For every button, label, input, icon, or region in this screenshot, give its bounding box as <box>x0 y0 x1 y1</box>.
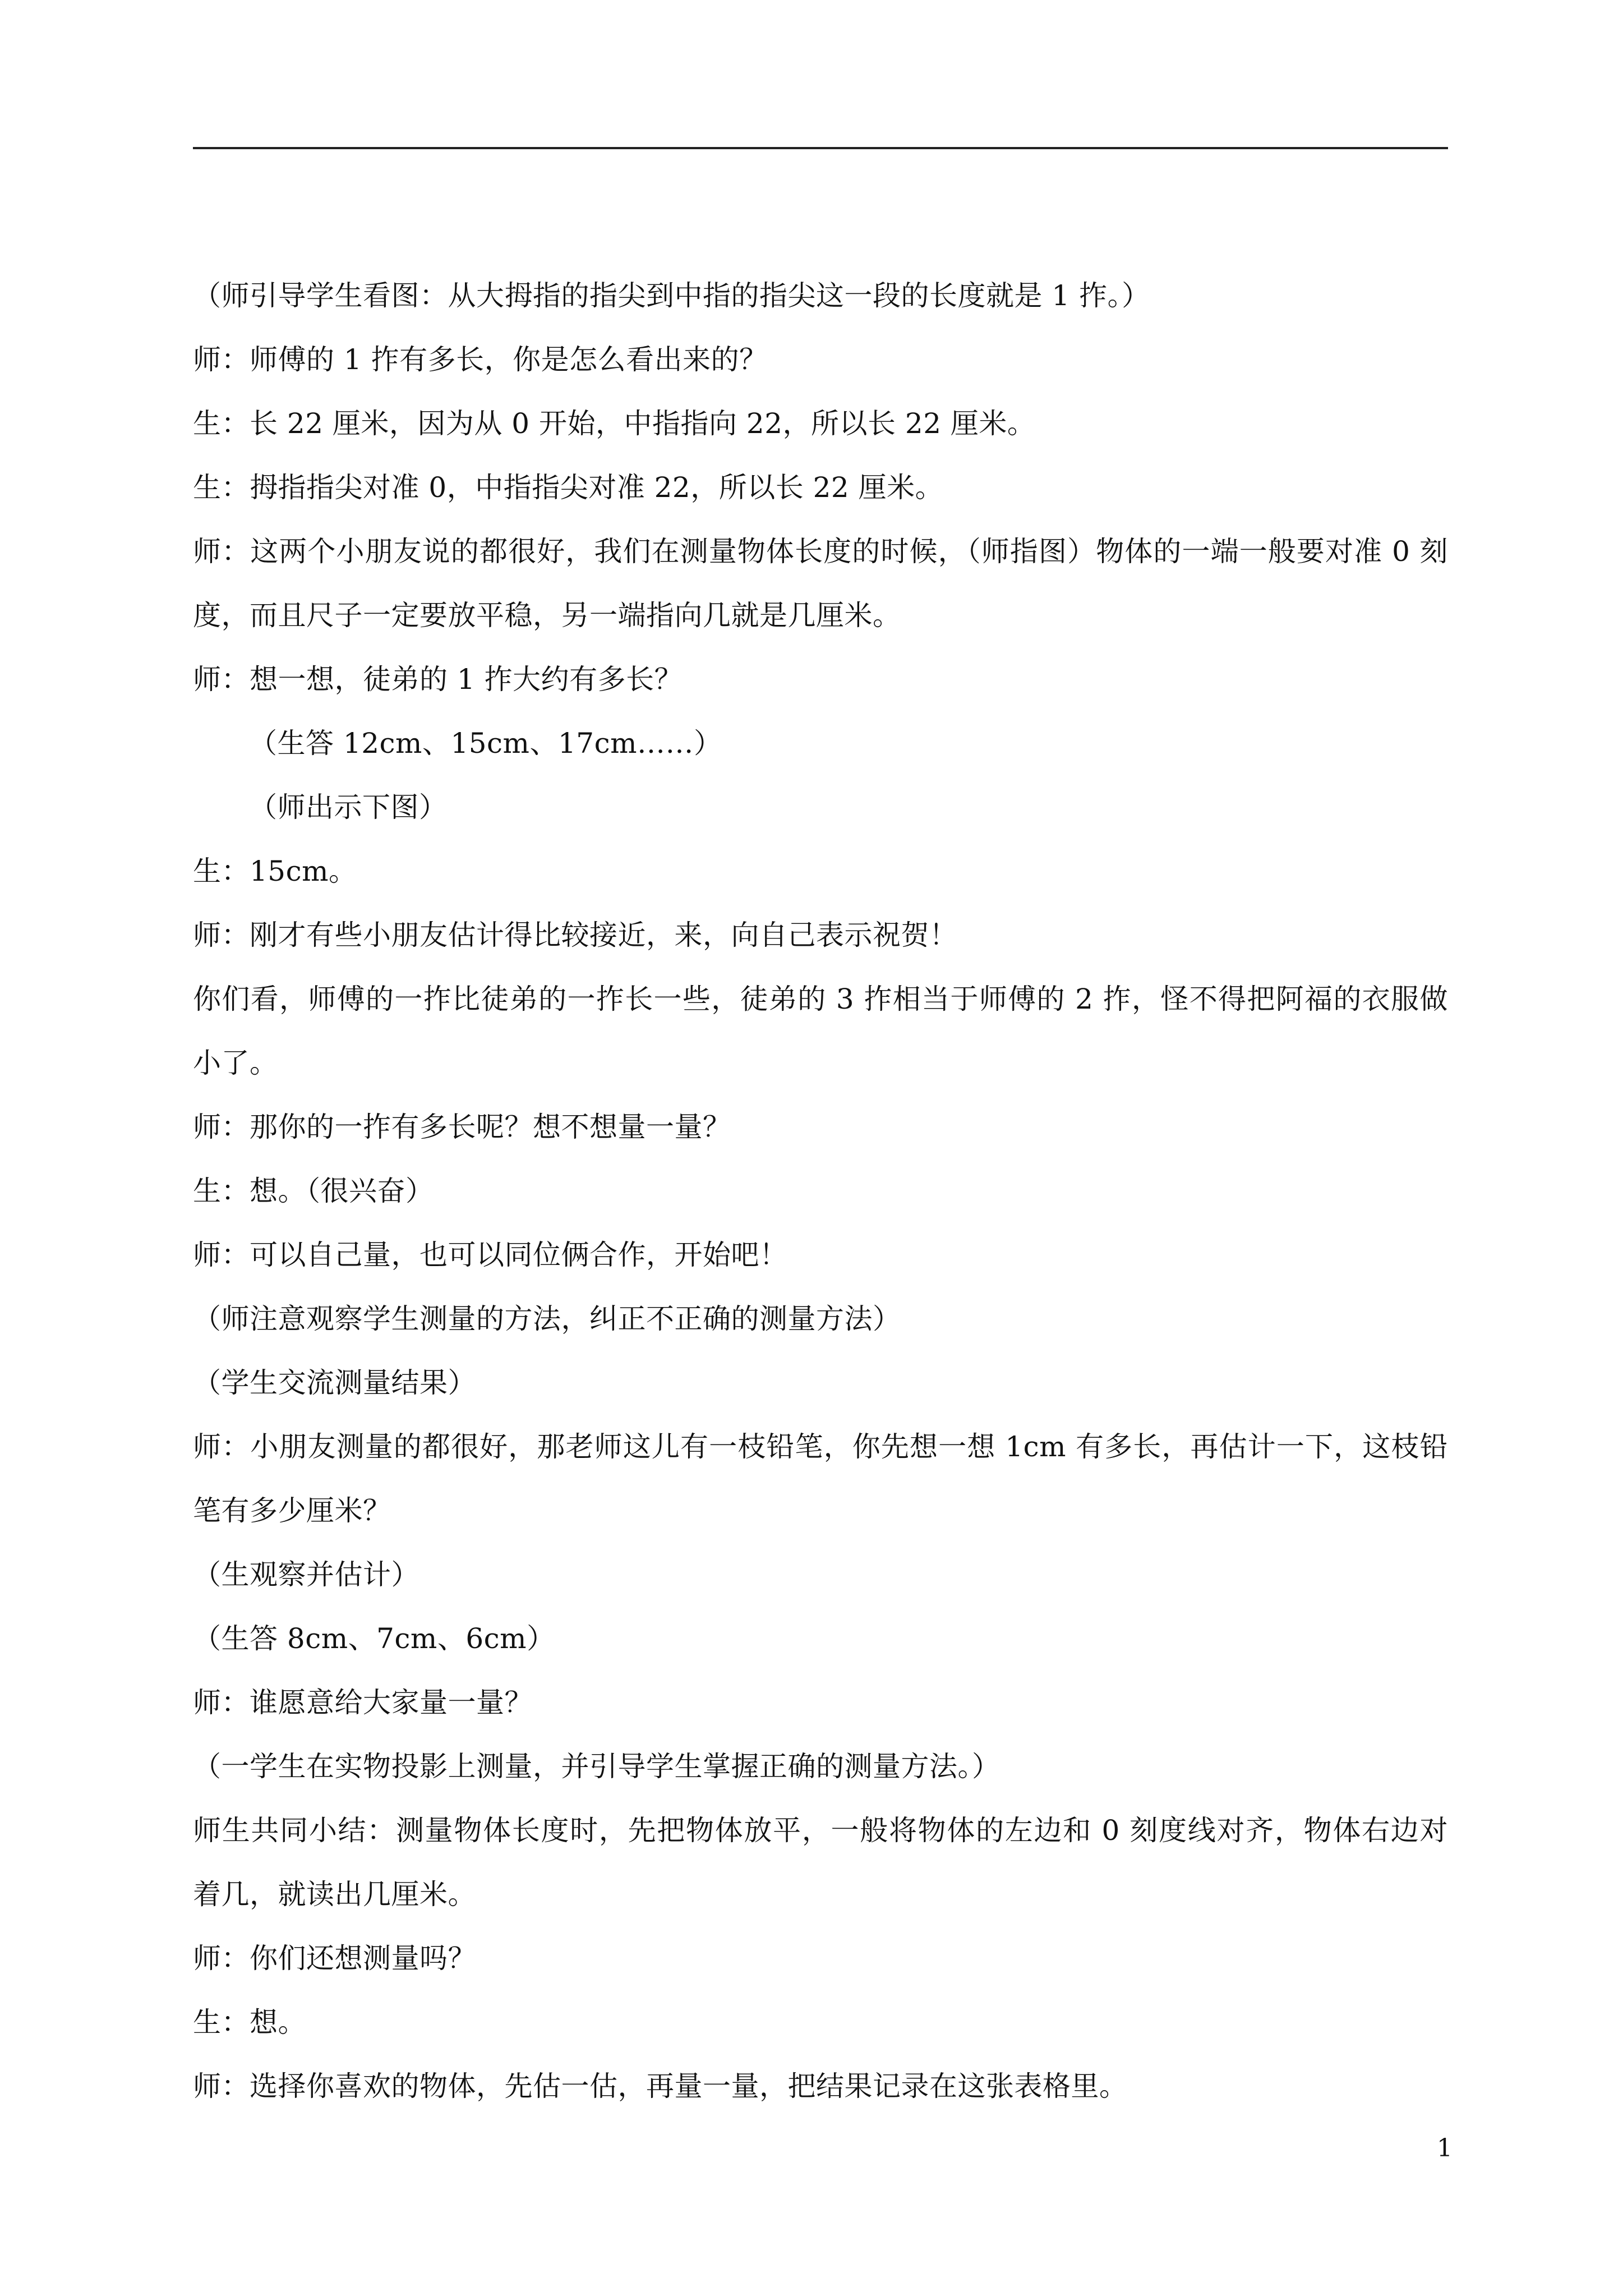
document-body <box>193 264 1448 2118</box>
paragraph-line: 笔有多少厘米？ <box>193 1494 391 1527</box>
paragraph-line: （师出示下图） <box>249 791 448 823</box>
paragraph-line: （师引导学生看图：从大拇指的指尖到中指的指尖这一段的长度就是 1 拃。） <box>193 279 1150 312</box>
paragraph-line: 生：长 22 厘米，因为从 0 开始，中指指向 22，所以长 22 厘米。 <box>193 407 1036 440</box>
paragraph-line: 师：想一想，徒弟的 1 拃大约有多长？ <box>193 663 683 696</box>
page-number: 1 <box>1437 2134 1453 2162</box>
paragraph-line: 师：刚才有些小朋友估计得比较接近，来，向自己表示祝贺！ <box>193 919 958 951</box>
paragraph-line: 师：师傅的 1 拃有多长，你是怎么看出来的？ <box>193 343 768 376</box>
paragraph-line: 生：想。 <box>193 2006 306 2039</box>
paragraph-line: （学生交流测量结果） <box>193 1366 476 1399</box>
paragraph-line: 生：15cm。 <box>193 855 357 887</box>
paragraph-line: 师：你们还想测量吗？ <box>193 1942 476 1975</box>
paragraph-line: （生答 12cm、15cm、17cm……） <box>249 727 722 760</box>
paragraph-line: （师注意观察学生测量的方法，纠正不正确的测量方法） <box>193 1303 901 1335</box>
paragraph-line: 度，而且尺子一定要放平稳，另一端指向几就是几厘米。 <box>193 599 901 632</box>
paragraph-line: 生：想。（很兴奋） <box>193 1175 434 1207</box>
paragraph-line: 着几，就读出几厘米。 <box>193 1878 476 1911</box>
paragraph-line: 师生共同小结：测量物体长度时，先把物体放平，一般将物体的左边和 0 刻度线对齐，物体右边对 <box>193 1814 1448 1847</box>
paragraph-line: （生答 8cm、7cm、6cm） <box>193 1622 555 1655</box>
paragraph-line: 师：那你的一拃有多长呢？想不想量一量？ <box>193 1111 731 1143</box>
header-rule <box>193 147 1448 149</box>
paragraph-line: 师：这两个小朋友说的都很好，我们在测量物体长度的时候，（师指图）物体的一端一般要对准 0 刻 <box>193 535 1448 568</box>
paragraph-line: 师：小朋友测量的都很好，那老师这儿有一枝铅笔，你先想一想 1cm 有多长，再估计一下，这枝铅 <box>193 1430 1448 1463</box>
paragraph-line: 你们看，师傅的一拃比徒弟的一拃长一些，徒弟的 3 拃相当于师傅的 2 拃，怪不得把阿福的衣服做 <box>193 983 1448 1015</box>
paragraph-line: 小了。 <box>193 1047 278 1079</box>
paragraph-line: 师：可以自己量，也可以同位俩合作，开始吧！ <box>193 1239 788 1271</box>
paragraph-line: 师：谁愿意给大家量一量？ <box>193 1686 533 1719</box>
paragraph-line: 生：拇指指尖对准 0，中指指尖对准 22，所以长 22 厘米。 <box>193 471 944 504</box>
paragraph-line: （一学生在实物投影上测量，并引导学生掌握正确的测量方法。） <box>193 1750 1000 1783</box>
paragraph-line: 师：选择你喜欢的物体，先估一估，再量一量，把结果记录在这张表格里。 <box>193 2070 1128 2102</box>
paragraph-line: （生观察并估计） <box>193 1558 419 1591</box>
